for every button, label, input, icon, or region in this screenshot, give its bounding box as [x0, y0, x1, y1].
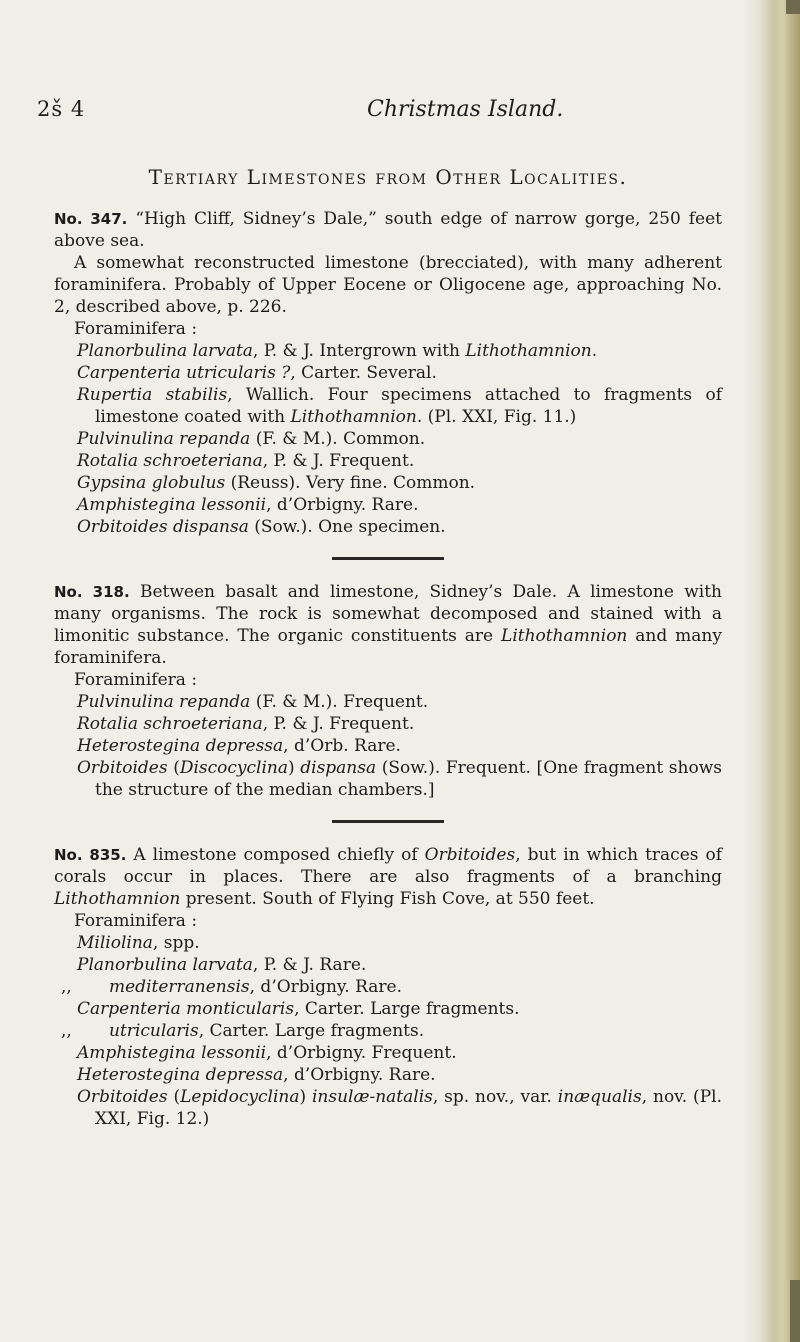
entry-318-intro: No. 318. Between basalt and limestone, Sidney’s Dale. A limestone with many organisms. The rock is somewhat decomposed and stained with a limonitic substance. The organic constituents are Lithothamnion and many foraminifera.: [54, 582, 722, 668]
species-entry: Gypsina globulus (Reuss). Very fine. Common.: [77, 473, 476, 493]
species-entry: Orbitoides dispansa (Sow.). One specimen.: [77, 517, 446, 537]
entry-number: No. 347.: [54, 210, 128, 228]
species-entry: Carpenteria monticularis, Carter. Large fragments.: [77, 999, 520, 1019]
page-header: [0, 97, 780, 131]
species-entry: Amphistegina lessonii, d’Orbigny. Frequent.: [77, 1043, 457, 1063]
section-divider: [332, 557, 444, 560]
species-entry: ,, utricularis, Carter. Large fragments.: [61, 1021, 425, 1041]
species-entry: Pulvinulina repanda (F. & M.). Frequent.: [77, 692, 429, 712]
page-edge-shadow: [742, 0, 800, 1342]
species-entry: Planorbulina larvata, P. & J. Rare.: [77, 955, 367, 975]
page-number: 2š 4: [37, 97, 86, 121]
species-entry: Pulvinulina repanda (F. & M.). Common.: [77, 429, 426, 449]
species-entry: Heterostegina depressa, d’Orbigny. Rare.: [77, 1065, 436, 1085]
section-divider: [332, 820, 444, 823]
foraminifera-subhead: Foraminifera :: [74, 319, 198, 339]
entry-347-intro: [54, 208, 722, 252]
entry-835-intro: No. 835. A limestone composed chiefly of Orbitoides, but in which traces of corals occur in places. There are also fragments of a branching Lithothamnion present. South of Flying Fish Cove, at 550 feet.: [54, 845, 723, 909]
species-list: [54, 691, 722, 801]
running-title: Christmas Island.: [367, 97, 564, 122]
species-entry: Amphistegina lessonii, d’Orbigny. Rare.: [77, 495, 419, 515]
species-entry: Rotalia schroeteriana, P. & J. Frequent.: [77, 714, 415, 734]
entry-number: No. 318.: [54, 583, 130, 601]
page-body: [54, 166, 722, 1130]
edge-mark: [790, 1280, 800, 1342]
species-entry: Orbitoides (Lepidocyclina) insulæ-natalis, sp. nov., var. inæqualis, nov. (Pl. XXI, Fig. 12.): [77, 1087, 722, 1129]
edge-mark: [786, 0, 800, 14]
species-entry: Miliolina, spp.: [77, 933, 200, 953]
entry-text: “High Cliff, Sidney’s Dale,” south edge of narrow gorge, 250 feet above sea.: [54, 209, 722, 251]
species-list: [54, 340, 722, 538]
entry-347-description: A somewhat reconstructed limestone (brecciated), with many adherent foraminifera. Probably of Upper Eocene or Oligocene age, approaching No. 2, described above, p. 226.: [54, 253, 722, 317]
species-entry: Rotalia schroeteriana, P. & J. Frequent.: [77, 451, 415, 471]
species-entry: Orbitoides (Discocyclina) dispansa (Sow.). Frequent. [One fragment shows the structure of the median chambers.]: [77, 758, 722, 800]
section-title: Tertiary Limestones from Other Localities.: [148, 165, 628, 189]
entry-number: No. 835.: [54, 846, 127, 864]
species-entry: Planorbulina larvata, P. & J. Intergrown with Lithothamnion.: [77, 341, 598, 361]
foraminifera-subhead: Foraminifera :: [74, 911, 198, 931]
species-entry: Carpenteria utricularis ?, Carter. Several.: [77, 363, 437, 383]
species-entry: ,, mediterranensis, d’Orbigny. Rare.: [61, 977, 403, 997]
species-entry: Rupertia stabilis, Wallich. Four specimens attached to fragments of limestone coated with Lithothamnion. (Pl. XXI, Fig. 11.): [77, 385, 722, 427]
species-entry: Heterostegina depressa, d’Orb. Rare.: [77, 736, 401, 756]
foraminifera-subhead: Foraminifera :: [74, 670, 198, 690]
species-list: [54, 932, 722, 1130]
